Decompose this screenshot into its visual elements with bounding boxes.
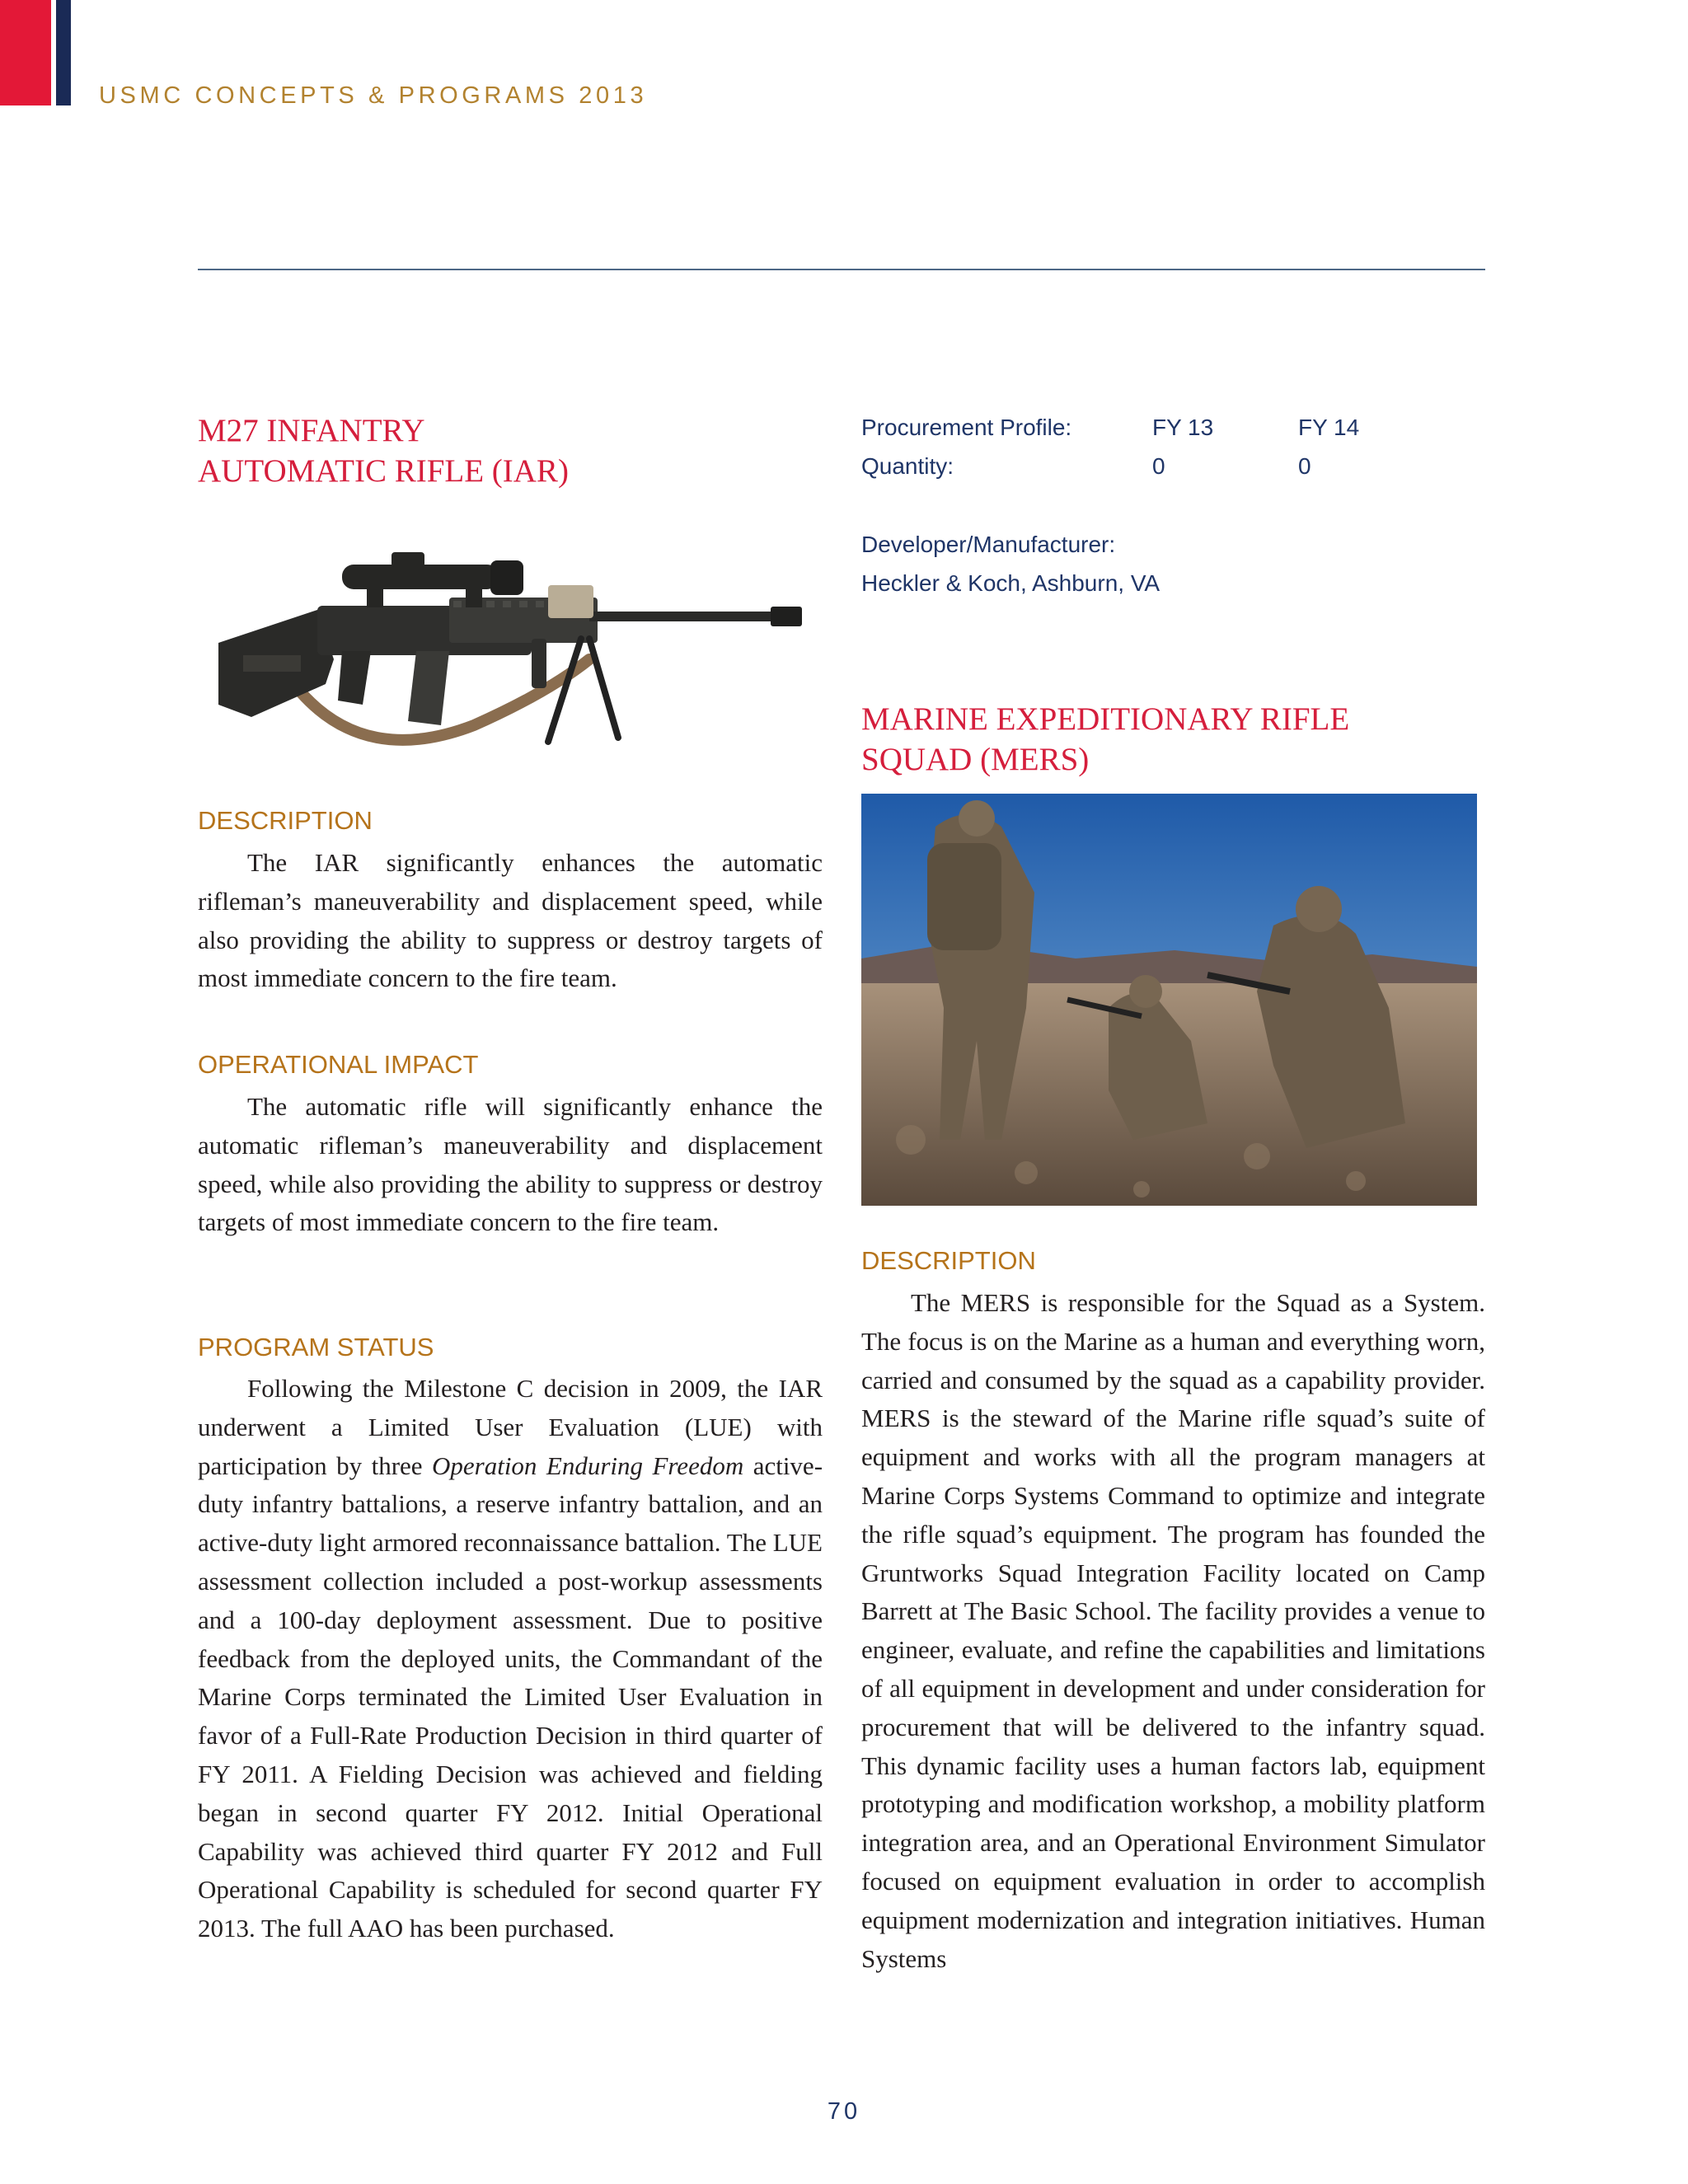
developer-label: Developer/Manufacturer: — [861, 532, 1116, 557]
running-head: USMC CONCEPTS & PROGRAMS 2013 — [99, 82, 648, 109]
iar-status-text — [198, 1370, 823, 1948]
mers-marines-photo — [861, 794, 1477, 1206]
iar-title-line2: AUTOMATIC RIFLE (IAR) — [198, 453, 569, 489]
iar-status-text-part1: Following the Milestone C decision in 2009, the IAR underwent a Limited User Evaluation (LUE) with participation by three — [198, 1374, 823, 1480]
page-number: 70 — [827, 2098, 861, 2125]
header-red-bar — [0, 0, 51, 105]
procurement-fy14: FY 14 — [1298, 415, 1360, 440]
procurement-fy13: FY 13 — [1152, 415, 1214, 440]
quantity-fy14: 0 — [1298, 453, 1311, 479]
quantity-label: Quantity: — [861, 453, 954, 479]
iar-impact-heading: OPERATIONAL IMPACT — [198, 1050, 479, 1079]
mers-description-heading: DESCRIPTION — [861, 1246, 1036, 1275]
iar-title-line1: M27 INFANTRY — [198, 413, 425, 448]
mers-description-text: The MERS is responsible for the Squad as a System. The focus is on the Marine as a human and everything worn, carried and consumed by the squad as a capability provider. MERS is the steward of the Marine rifle squad’s suite of equipment and works with all the program managers at Marine Corps Systems Command to optimize and integrate the rifle squad’s equipment. The program has founded the Gruntworks Squad Integration Facility located on Camp Barrett at The Basic School. The facility provides a venue to engineer, evaluate, and refine the capabilities and limitations of all equipment in development and under consideration for procurement that will be delivered to the infantry squad. This dynamic facility uses a human factors lab, equipment prototyping and modification workshop, a mobility platform integration area, and an Operational Environment Simulator focused on equipment evaluation in order to accomplish equipment modernization and integration initiatives. Human Systems — [861, 1288, 1485, 1973]
mers-title-line1: MARINE EXPEDITIONARY RIFLE — [861, 701, 1350, 737]
iar-description-text: The IAR significantly enhances the automatic rifleman’s maneuverability and displacement speed, while also providing the ability to suppress or destroy targets of most immediate concern to the fire team. — [198, 848, 823, 993]
mers-title-line2: SQUAD (MERS) — [861, 742, 1090, 777]
procurement-label: Procurement Profile: — [861, 415, 1072, 440]
header-rule — [198, 269, 1485, 270]
iar-status-heading: PROGRAM STATUS — [198, 1333, 434, 1361]
iar-status-text-part2: active-duty infantry battalions, a reserve infantry battalion, and an active-duty light armored reconnaissance battalion. The LUE assessment collection included a post-workup assessments and a 100-day deployment assessment. Due to positive feedback from the deployed units, the Commandant of the Marine Corps terminated the Limited User Evaluation in favor of a Full-Rate Production Decision in third quarter of FY 2011. A Fielding Decision was achieved and fielding began in second quarter FY 2012. Initial Operational Capability was achieved third quarter FY 2012 and Full Operational Capability is scheduled for second quarter FY 2013. The full AAO has been purchased. — [198, 1451, 823, 1943]
iar-title — [198, 410, 823, 491]
mers-title — [861, 699, 1485, 780]
developer-value: Heckler & Koch, Ashburn, VA — [861, 570, 1160, 596]
m27-rifle-image — [202, 519, 812, 766]
iar-description-heading: DESCRIPTION — [198, 806, 373, 835]
iar-impact-text: The automatic rifle will significantly enhance the automatic rifleman’s maneuverability and displacement speed, while also providing the ability to suppress or destroy targets of most immediate concern to the fire team. — [198, 1092, 823, 1237]
quantity-fy13: 0 — [1152, 453, 1165, 479]
iar-status-italic: Operation Enduring Freedom — [432, 1451, 744, 1480]
header-navy-bar — [56, 0, 71, 105]
